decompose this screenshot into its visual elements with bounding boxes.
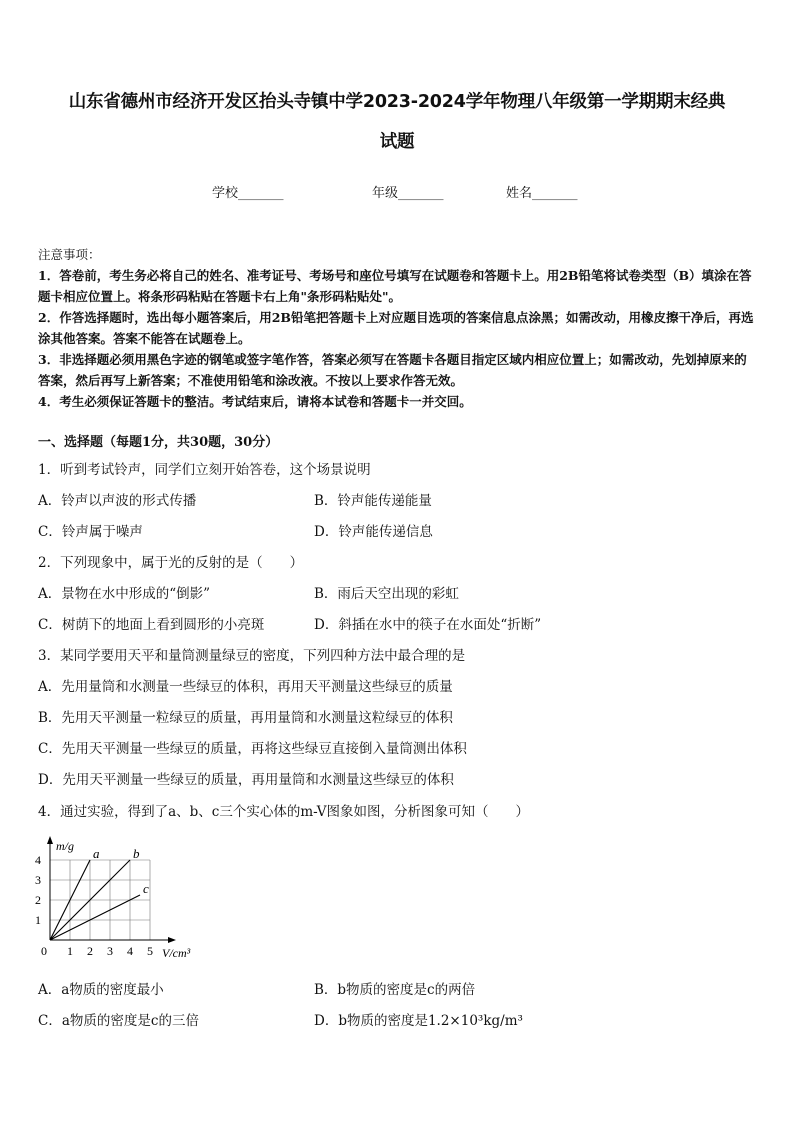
question-stem: 3．某同学要用天平和量筒测量绿豆的密度，下列四种方法中最合理的是 bbox=[38, 648, 466, 664]
x-tick-label: 3 bbox=[107, 944, 113, 958]
x-tick-label: 2 bbox=[87, 944, 93, 958]
notes-heading: 注意事项： bbox=[38, 247, 101, 262]
series-label-b: b bbox=[133, 846, 140, 861]
y-tick-label: 1 bbox=[35, 913, 41, 927]
option-row bbox=[38, 489, 758, 509]
note-item: 2．作答选择题时，选出每小题答案后，用2B铅笔把答题卡上对应题目选项的答案信息点涂黑；如需改动，用橡皮擦干净后，再选涂其他答案。答案不能答在试题卷上。 bbox=[38, 310, 754, 346]
option-d[interactable]: D．斜插在水中的筷子在水面处“折断” bbox=[314, 617, 542, 633]
option-a[interactable]: A．a物质的密度最小 bbox=[38, 982, 164, 998]
y-axis-arrow bbox=[47, 836, 53, 844]
series-label-a: a bbox=[93, 846, 100, 861]
school-field[interactable]: 学校_______ bbox=[212, 186, 284, 201]
page-title: 山东省德州市经济开发区抬头寺镇中学2023-2024学年物理八年级第一学期期末经典 bbox=[68, 92, 726, 112]
option-b[interactable]: B．雨后天空出现的彩虹 bbox=[314, 586, 459, 602]
option-b[interactable]: B．铃声能传递能量 bbox=[314, 493, 432, 509]
option-a[interactable]: A．景物在水中形成的“倒影” bbox=[38, 586, 211, 602]
option-row bbox=[38, 1009, 758, 1029]
question-stem: 1．听到考试铃声，同学们立刻开始答卷，这个场景说明 bbox=[38, 462, 371, 478]
y-tick-label: 3 bbox=[35, 873, 41, 887]
x-tick-label: 1 bbox=[67, 944, 73, 958]
y-axis-label: m/g bbox=[56, 839, 74, 853]
option-row bbox=[38, 978, 758, 998]
y-tick-label: 4 bbox=[35, 853, 41, 867]
x-axis-arrow bbox=[168, 937, 176, 943]
series-line-c bbox=[50, 895, 140, 940]
option-c[interactable]: C．树荫下的地面上看到圆形的小亮斑 bbox=[38, 617, 265, 633]
option-a[interactable]: A．先用量筒和水测量一些绿豆的体积，再用天平测量这些绿豆的质量 bbox=[38, 679, 453, 695]
option-row bbox=[38, 582, 758, 602]
x-tick-label: 0 bbox=[41, 944, 47, 958]
option-row bbox=[38, 520, 758, 540]
option-c[interactable]: C．先用天平测量一些绿豆的质量，再将这些绿豆直接倒入量筒测出体积 bbox=[38, 741, 467, 757]
question-stem: 4．通过实验，得到了a、b、c三个实心体的m-V图象如图，分析图象可知（ ） bbox=[38, 804, 529, 820]
note-item: 4．考生必须保证答题卡的整洁。考试结束后，请将本试卷和答题卡一并交回。 bbox=[38, 394, 472, 409]
option-b[interactable]: B．先用天平测量一粒绿豆的质量，再用量筒和水测量这粒绿豆的体积 bbox=[38, 710, 453, 726]
option-a[interactable]: A．铃声以声波的形式传播 bbox=[38, 493, 197, 509]
option-c[interactable]: C．铃声属于噪声 bbox=[38, 524, 143, 540]
option-b[interactable]: B．b物质的密度是c的两倍 bbox=[314, 982, 476, 998]
x-tick-label: 4 bbox=[127, 944, 133, 958]
page-title-continued: 试题 bbox=[379, 132, 415, 152]
series-label-c: c bbox=[143, 881, 149, 896]
x-tick-label: 5 bbox=[147, 944, 153, 958]
option-d[interactable]: D．b物质的密度是1.2×10³kg/m³ bbox=[314, 1013, 523, 1029]
grade-field[interactable]: 年级_______ bbox=[372, 186, 444, 201]
section-title: 一、选择题（每题1分，共30题，30分） bbox=[38, 435, 279, 450]
option-c[interactable]: C．a物质的密度是c的三倍 bbox=[38, 1013, 199, 1029]
option-d[interactable]: D．铃声能传递信息 bbox=[314, 524, 433, 540]
name-field[interactable]: 姓名_______ bbox=[506, 186, 578, 201]
note-item: 3．非选择题必须用黑色字迹的钢笔或签字笔作答，答案必须写在答题卡各题目指定区域内相应位置上；如需改动，先划掉原来的答案，然后再写上新答案；不准使用铅笔和涂改液。不按以上要求作答无效。 bbox=[38, 352, 747, 388]
note-item: 1．答卷前，考生务必将自己的姓名、准考证号、考场号和座位号填写在试题卷和答题卡上。用2B铅笔将试卷类型（B）填涂在答题卡相应位置上。将条形码粘贴在答题卡右上角"条形码粘贴处"。 bbox=[38, 268, 752, 304]
mv-graph bbox=[30, 828, 200, 968]
question-stem: 2．下列现象中，属于光的反射的是（ ） bbox=[38, 555, 304, 571]
x-axis-label: V/cm³ bbox=[162, 946, 191, 960]
y-tick-label: 2 bbox=[35, 893, 41, 907]
option-d[interactable]: D．先用天平测量一些绿豆的质量，再用量筒和水测量这些绿豆的体积 bbox=[38, 772, 454, 788]
exam-notes bbox=[38, 244, 758, 412]
option-row bbox=[38, 613, 758, 633]
